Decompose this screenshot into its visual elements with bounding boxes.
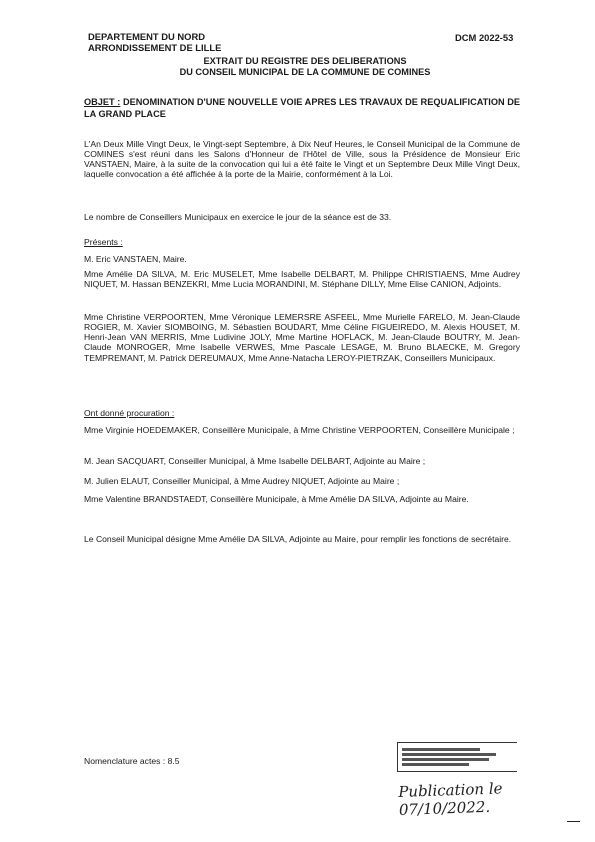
title-line-2: DU CONSEIL MUNICIPAL DE LA COMMUNE DE COMINES xyxy=(179,67,431,78)
stamp-text-bar xyxy=(402,753,496,756)
mayor-line: M. Eric VANSTAEN, Maire. xyxy=(84,254,187,264)
objet-block xyxy=(84,97,520,120)
procurations-heading: Ont donné procuration : xyxy=(84,408,175,418)
stamp-text-bar xyxy=(402,758,489,761)
document-title xyxy=(95,56,515,78)
councillors-list: Mme Christine VERPOORTEN, Mme Véronique LEMERSRE ASFEEL, Mme Murielle FARELO, M. Jean-Claude ROGIER, M. Xavier SIOMBOING, M. Sébastien BOUDART, Mme Céline FIGUEIREDO, M. Alexis HOUSET, M. Henri-Jean VAN MERRIS, Mme Ludivine JOLY, Mme Martine HOFLACK, M. Jean-Claude BOUTRY, M. Jean-Claude MONROGER, Mme Isabelle VERWES, Mme Pascale LESAGE, M. Bruno BLAECKE, M. Gregory TEMPREMANT, M. Patrick DEREUMAUX, Mme Anne-Natacha LEROY-PIETRZAK, Conseillers Municipaux. xyxy=(84,312,520,363)
nomenclature-code: Nomenclature actes : 8.5 xyxy=(84,756,180,766)
preamble-paragraph: L'An Deux Mille Vingt Deux, le Vingt-sept Septembre, à Dix Neuf Heures, le Conseil Municipal de la Commune de COMINES s'est réuni dans les Salons d'Honneur de l'Hôtel de Ville, sous la Présidence de Monsieur Eric VANSTAEN, Maire, à la suite de la convocation qui lui a été faite le Vingt et un Septembre Deux Mille Vingt Deux, laquelle convocation a été affichée à la porte de la Mairie, conformément à la Loi. xyxy=(84,139,520,180)
dcm-number: DCM 2022-53 xyxy=(455,32,514,43)
adjoints-list: Mme Amélie DA SILVA, M. Eric MUSELET, Mme Isabelle DELBART, M. Philippe CHRISTIAENS, Mme Audrey NIQUET, M. Hassan BENZEKRI, Mme Lucia MORANDINI, M. Stéphane DILLY, Mme Elise CANION, Adjoints. xyxy=(84,269,520,290)
stamp-text-bar xyxy=(402,763,469,766)
objet-text: DENOMINATION D'UNE NOUVELLE VOIE APRES LES TRAVAUX DE REQUALIFICATION DE LA GRAND PLACE xyxy=(84,97,521,119)
secretary-paragraph: Le Conseil Municipal désigne Mme Amélie DA SILVA, Adjointe au Maire, pour remplir les fonctions de secrétaire. xyxy=(84,534,512,544)
arrondissement-line: ARRONDISSEMENT DE LILLE xyxy=(88,41,222,53)
handwritten-publication-note: Publication le 07/10/2022. xyxy=(397,779,503,819)
stamp-text-bar xyxy=(402,748,480,751)
presents-heading: Présents : xyxy=(84,237,123,247)
receipt-stamp xyxy=(397,742,517,772)
title-line-1: EXTRAIT DU REGISTRE DES DELIBERATIONS xyxy=(203,56,407,66)
procuration-item: Mme Virginie HOEDEMAKER, Conseillère Municipale, à Mme Christine VERPOORTEN, Conseillère Municipale ; xyxy=(84,425,515,435)
handwritten-mark xyxy=(567,821,580,822)
department-line: DEPARTEMENT DU NORD xyxy=(88,31,206,42)
objet-label: OBJET : xyxy=(84,97,121,107)
procuration-item: M. Julien ELAUT, Conseiller Municipal, à Mme Audrey NIQUET, Adjointe au Maire ; xyxy=(84,476,400,486)
procuration-item: M. Jean SACQUART, Conseiller Municipal, à Mme Isabelle DELBART, Adjointe au Maire ; xyxy=(84,456,426,466)
department-heading xyxy=(88,32,221,53)
councillors-count: Le nombre de Conseillers Municipaux en exercice le jour de la séance est de 33. xyxy=(84,212,392,222)
procuration-item: Mme Valentine BRANDSTAEDT, Conseillère Municipale, à Mme Amélie DA SILVA, Adjointe au Maire. xyxy=(84,494,469,504)
